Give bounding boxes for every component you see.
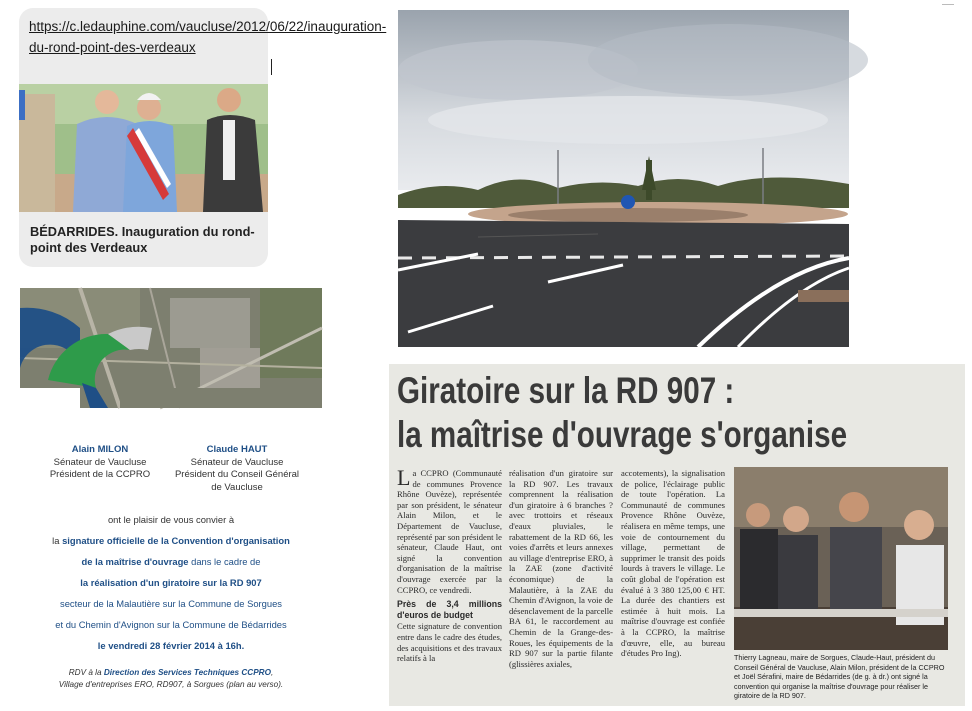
host-2-name: Claude HAUT xyxy=(206,444,268,455)
headline-line-1: Giratoire sur la RD 907 : xyxy=(397,370,735,411)
rdv-line-2: Village d'entreprises ERO, RD907, à Sorgues (plan au verso). xyxy=(58,680,284,689)
article-subhead: Près de 3,4 millions d'euros de budget xyxy=(397,599,502,620)
invite-line-3 xyxy=(20,556,322,567)
host-1-role-1: Sénateur de Vaucluse xyxy=(53,456,147,468)
aerial-map xyxy=(20,288,322,408)
host-2 xyxy=(172,444,302,494)
invite-line-2 xyxy=(20,535,322,546)
link-preview-photo xyxy=(19,84,268,212)
invite-line-2-bold: signature officielle de la Convention d'organisation xyxy=(62,535,290,546)
invite-line-2-prefix: la xyxy=(52,535,63,546)
link-url[interactable]: https://c.ledauphine.com/vaucluse/2012/06/22/inauguration-du-rond-point-des-verdeaux xyxy=(29,19,387,55)
headline-line-2: la maîtrise d'ouvrage s'organise xyxy=(397,414,848,455)
text-cursor xyxy=(271,59,272,75)
photo-caption: Thierry Lagneau, maire de Sorgues, Claude-Haut, président du Conseil Général de Vaucluse, Alain Milon, président de la CCPRO et Joël Sérafini, maire de Bédarrides (de g. à dr.) ont signé la convention qui organise la maîtrise d'ouvrage pour réaliser le giratoire de la RD 907. xyxy=(734,653,945,701)
newspaper-photo xyxy=(734,467,948,650)
invite-line-3-rest: dans le cadre de xyxy=(188,556,261,567)
newspaper-clipping xyxy=(389,364,965,706)
article-column-3: accotements), la signalisation de police, l'éclairage public de toute l'opération. La Communauté de communes Provence Rhône Ouvèze, réalisera en même temps, une voie de contournement du village, permettant de supprimer le transit des poids lourds à travers le village. Le coût global de l'opération est évalué à 3 380 125,00 € HT. La durée des chantiers est estimée à huit mois. La maîtrise d'ouvrage est confiée à la CCPRO, la maîtrise d'œuvre, elle, au bureau d'études Pro Ing). xyxy=(621,468,725,659)
invite-date: le vendredi 28 février 2014 à 16h. xyxy=(97,640,245,651)
rdv-rest: , xyxy=(270,668,274,677)
column-1-text: a CCPRO (Communauté de communes Provence Rhône Ouvèze), représentée par son président, le sénateur Alain Milon, et le Département de Vaucluse, représenté par son président le sénateur, Claude Haut, ont signé la convention d'organisation de la maîtrise d'ouvrage exercée par la CCPRO, ce vendredi. xyxy=(397,468,502,595)
article-column-1 xyxy=(397,465,502,664)
column-1-text-b: Cette signature de convention entre dans le cadre des études, des acquisitions et des travaux relatifs à la xyxy=(397,621,502,664)
host-1-role-2: Président de la CCPRO xyxy=(49,469,151,480)
invite-line-5: secteur de la Malautière sur la Commune de Sorgues xyxy=(60,598,282,609)
link-preview-card[interactable] xyxy=(19,8,387,267)
host-2-role-1: Sénateur de Vaucluse xyxy=(190,456,284,468)
rdv-bold: Direction des Services Techniques CCPRO xyxy=(103,668,271,677)
invitation xyxy=(20,288,322,708)
rdv-line-1 xyxy=(20,668,322,677)
host-2-role-2: Président du Conseil Général de Vaucluse xyxy=(174,469,300,493)
dropcap: L xyxy=(397,465,411,490)
link-title[interactable]: BÉDARRIDES. Inauguration du rond-point des Verdeaux xyxy=(30,224,255,255)
invite-line-1: ont le plaisir de vous convier à xyxy=(107,514,235,525)
article-column-2: réalisation d'un giratoire sur la RD 907. Les travaux comprennent la réalisation d'un giratoire à 6 branches ? avec trottoirs et réseaux d'eaux pluviales, le rabattement de la RD 66, les voies d'arrêts et leurs annexes au village d'entreprise ERO, à la ZAE (zone d'activité économique) de la Malautière, à la ZAE du Chemin d'Avignon, la voie de désenclavement de la parcelle BA 61, le raccordement au Chemin de la Grange-des-Roues, les équipements de la RD 907 sur la partie filante (glissières axiales, xyxy=(509,468,613,669)
invite-line-3-bold: de la maîtrise d'ouvrage xyxy=(81,556,189,567)
rdv-prefix: RDV à la xyxy=(68,668,104,677)
invite-line-4: la réalisation d'un giratoire sur la RD 907 xyxy=(80,577,262,588)
invite-line-6: et du Chemin d'Avignon sur la Commune de Bédarrides xyxy=(55,619,287,630)
host-1-name: Alain MILON xyxy=(71,444,129,455)
corner-mark xyxy=(942,0,954,5)
host-1 xyxy=(40,444,160,482)
roundabout-photo xyxy=(398,10,849,347)
